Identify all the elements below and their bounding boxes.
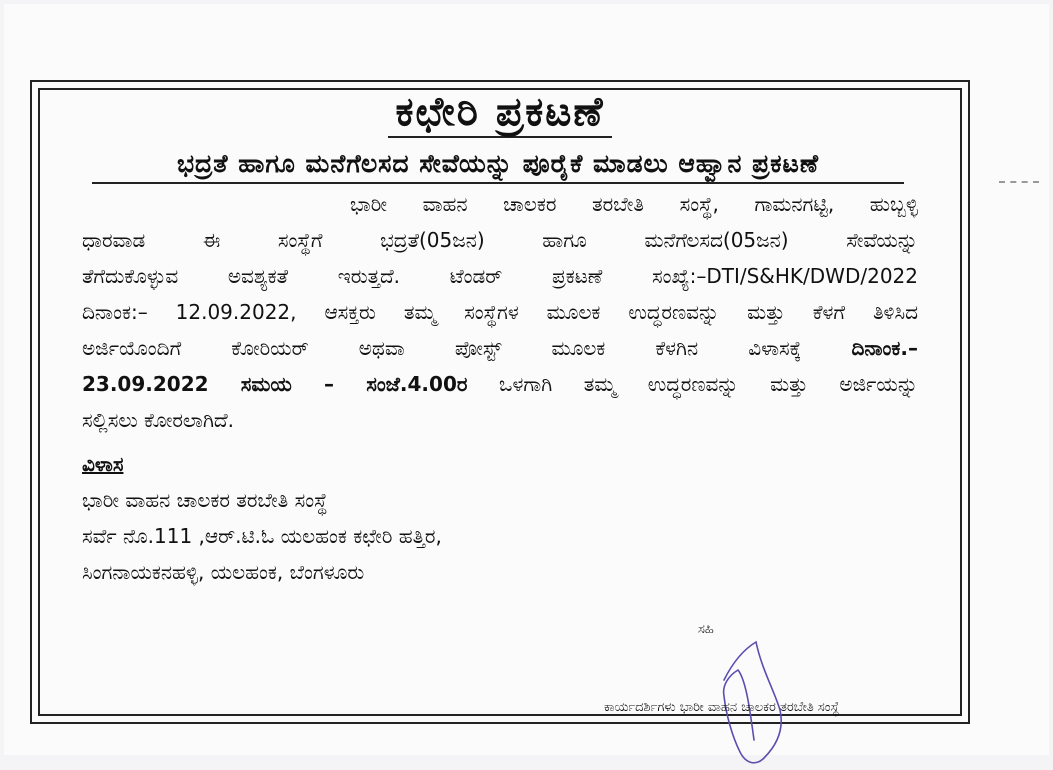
address-block — [82, 446, 442, 590]
page-edge-mark — [999, 181, 1039, 183]
signature-mark: ಸಹಿ — [698, 622, 714, 637]
body-line-2: ಧಾರವಾಡ ಈ ಸಂಸ್ಥೆಗೆ ಭದ್ರತೆ(05ಜನ) ಹಾಗೂ ಮನೆಗೆಲಸದ(05ಜನ) ಸೇವೆಯನ್ನು — [82, 228, 918, 252]
body-line-3: ತೆಗೆದುಕೊಳ್ಳುವ ಅವಶ್ಯಕತೆ ಇರುತ್ತದೆ. ಟೆಂಡರ್ ಪ್ರಕಟಣೆ ಸಂಖ್ಯೆ:–DTI/S&HK/DWD/2022 — [82, 264, 918, 288]
notice-subheading: ಭದ್ರತೆ ಹಾಗೂ ಮನೆಗೆಲಸದ ಸೇವೆಯನ್ನು ಪೂರೈಕೆ ಮಾಡಲು ಆಹ್ವಾನ ಪ್ರಕಟಣೆ — [92, 148, 904, 184]
address-line-3: ಸಿಂಗನಾಯಕನಹಳ್ಳಿ, ಯಲಹಂಕ, ಬೆಂಗಳೂರು — [82, 560, 365, 584]
address-line-2: ಸರ್ವೆ ನೊ.111 ,ಆರ್.ಟಿ.ಓ ಯಲಹಂಕ ಕಛೇರಿ ಹತ್ತಿರ, — [82, 524, 442, 548]
notice-heading-wrap — [32, 90, 968, 138]
body-line-1: ಭಾರೀ ವಾಹನ ಚಾಲಕರ ತರಬೇತಿ ಸಂಸ್ಥೆ, ಗಾಮನಗಟ್ಟಿ, ಹುಬ್ಬಳ್ಳಿ — [350, 192, 918, 216]
address-line-1: ಭಾರೀ ವಾಹನ ಚಾಲಕರ ತರಬೇತಿ ಸಂಸ್ಥೆ — [82, 488, 328, 512]
body-line-6-text: ಒಳಗಾಗಿ ತಮ್ಮ ಉದ್ಧರಣವನ್ನು ಮತ್ತು ಅರ್ಜಿಯನ್ನು — [499, 372, 918, 396]
body-line-6 — [82, 366, 918, 402]
notice-body — [82, 186, 918, 438]
deadline-date-time: 23.09.2022 ಸಮಯ – ಸಂಜೆ.4.00ರ — [82, 372, 468, 396]
body-line-4: ದಿನಾಂಕ:– 12.09.2022, ಆಸಕ್ತರು ತಮ್ಮ ಸಂಸ್ಥೆಗಳ ಮೂಲಕ ಉದ್ಧರಣವನ್ನು ಮತ್ತು ಕೆಳಗೆ ತಿಳಿಸಿದ — [82, 300, 918, 324]
body-line-5-text: ಅರ್ಜಿಯೊಂದಿಗೆ ಕೋರಿಯರ್ ಅಥವಾ ಪೋಸ್ಟ್ ಮೂಲಕ ಕೆಳಗಿನ ವಿಳಾಸಕ್ಕೆ — [82, 336, 802, 360]
address-title: ವಿಳಾಸ — [82, 452, 124, 476]
body-line-5 — [82, 330, 918, 366]
signatory-designation: ಕಾರ್ಯದರ್ಶಿಗಳು ಭಾರೀ ವಾಹನ ಚಾಲಕರ ತರಬೇತಿ ಸಂಸ್ಥೆ — [604, 700, 840, 715]
body-line-7: ಸಲ್ಲಿಸಲು ಕೋರಲಾಗಿದೆ. — [82, 408, 234, 432]
document-page — [4, 4, 1049, 755]
notice-border-outer — [30, 80, 970, 724]
deadline-label: ದಿನಾಂಕ.– — [851, 336, 918, 360]
notice-heading: ಕಛೇರಿ ಪ್ರಕಟಣೆ — [388, 90, 613, 138]
